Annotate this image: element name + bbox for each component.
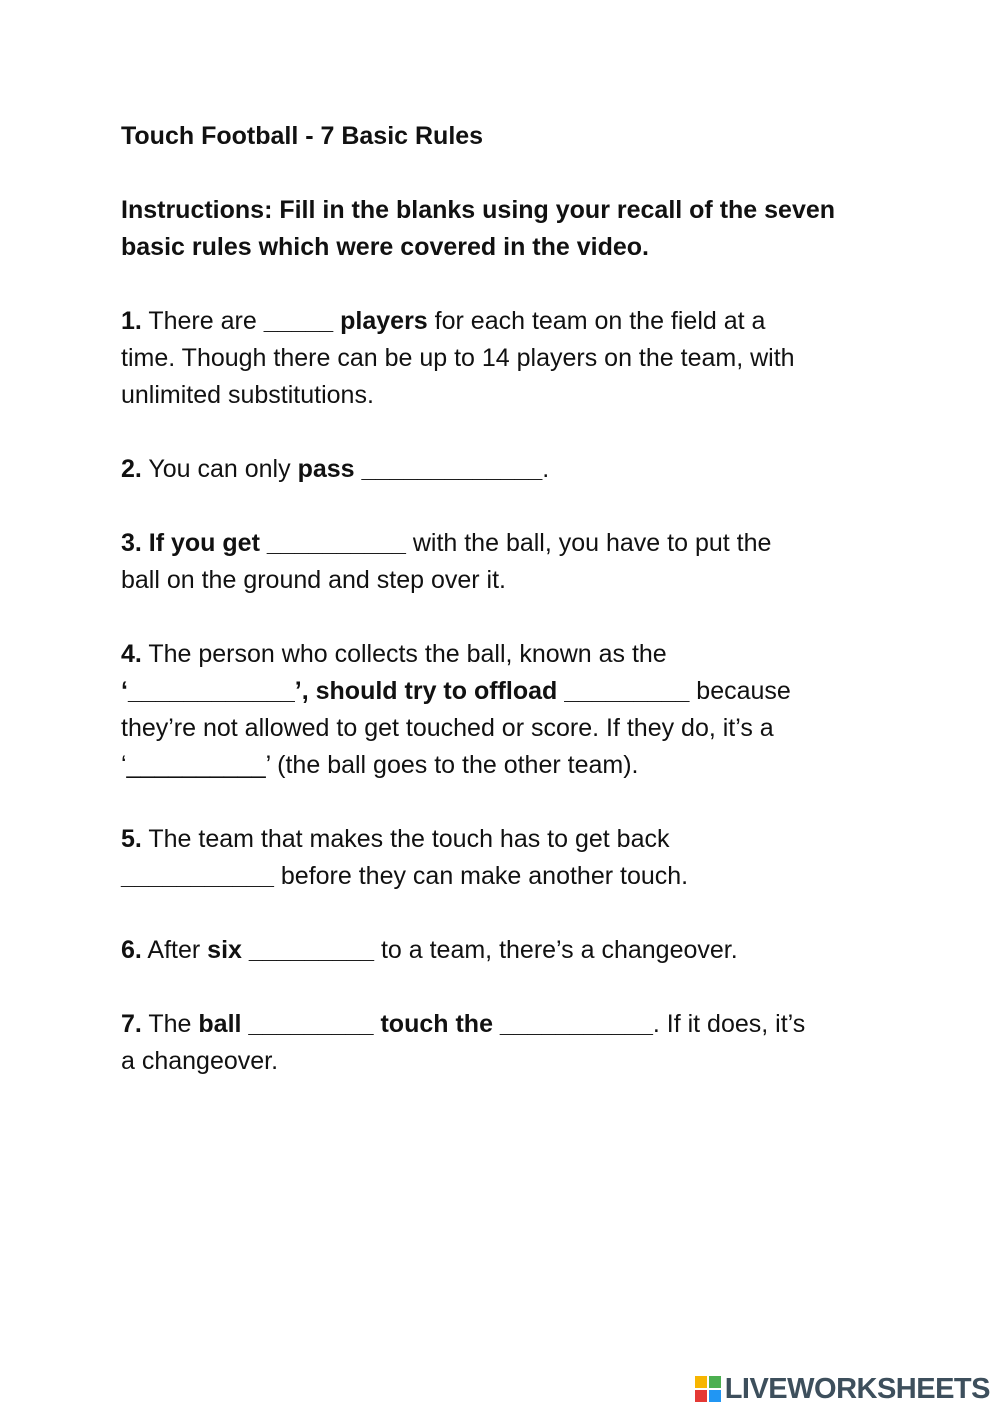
- liveworksheets-brand-text: LIVEWORKSHEETS: [724, 1372, 990, 1405]
- rule-2-blank[interactable]: pass _____________: [297, 455, 543, 483]
- rule-7: 7. The ball _________ touch the ___________. If it does, it’s a changeover.: [121, 1010, 806, 1075]
- rule-5: 5. The team that makes the touch has to get back ___________ before they can make another touch.: [121, 825, 689, 890]
- worksheet: [121, 118, 891, 1080]
- rule-4: 4. The person who collects the ball, known as the ‘____________’, should try to offload _________ because they’re not allowed to get touched or score. If they do, it’s a ‘__________’ (the ball goes to the other team).: [121, 636, 891, 784]
- rule-2: 2. You can only pass _____________.: [121, 455, 550, 483]
- liveworksheets-logo-icon: [695, 1376, 721, 1402]
- instructions-line-1: Instructions: Fill in the blanks using your recall of the seven: [121, 196, 836, 224]
- rule-3: 3. If you get __________ with the ball, you have to put the ball on the ground and step over it.: [121, 529, 772, 594]
- rule-3-blank[interactable]: 3. If you get __________: [121, 529, 406, 557]
- rule-4-blank-turnover[interactable]: ‘__________’ (the ball goes to the other team).: [121, 751, 639, 779]
- worksheet-title: Touch Football - 7 Basic Rules: [121, 122, 484, 150]
- rule-1-blank[interactable]: _____ players: [263, 307, 428, 335]
- rule-5-blank[interactable]: ___________: [121, 862, 274, 890]
- liveworksheets-logo: [695, 1371, 990, 1407]
- rule-6: 6. After six _________ to a team, there’s a changeover.: [121, 936, 738, 964]
- rule-4-blanks[interactable]: ‘____________’, should try to offload _________: [121, 677, 690, 705]
- rule-1: 1. There are _____ players for each team on the field at a time. Though there can be up to 14 players on the team, with unlimited substitutions.: [121, 307, 795, 409]
- rule-6-blank[interactable]: six _________: [207, 936, 375, 964]
- instructions-line-2: basic rules which were covered in the video.: [121, 233, 649, 261]
- rule-7-blanks[interactable]: ball _________ touch the ___________: [198, 1010, 653, 1038]
